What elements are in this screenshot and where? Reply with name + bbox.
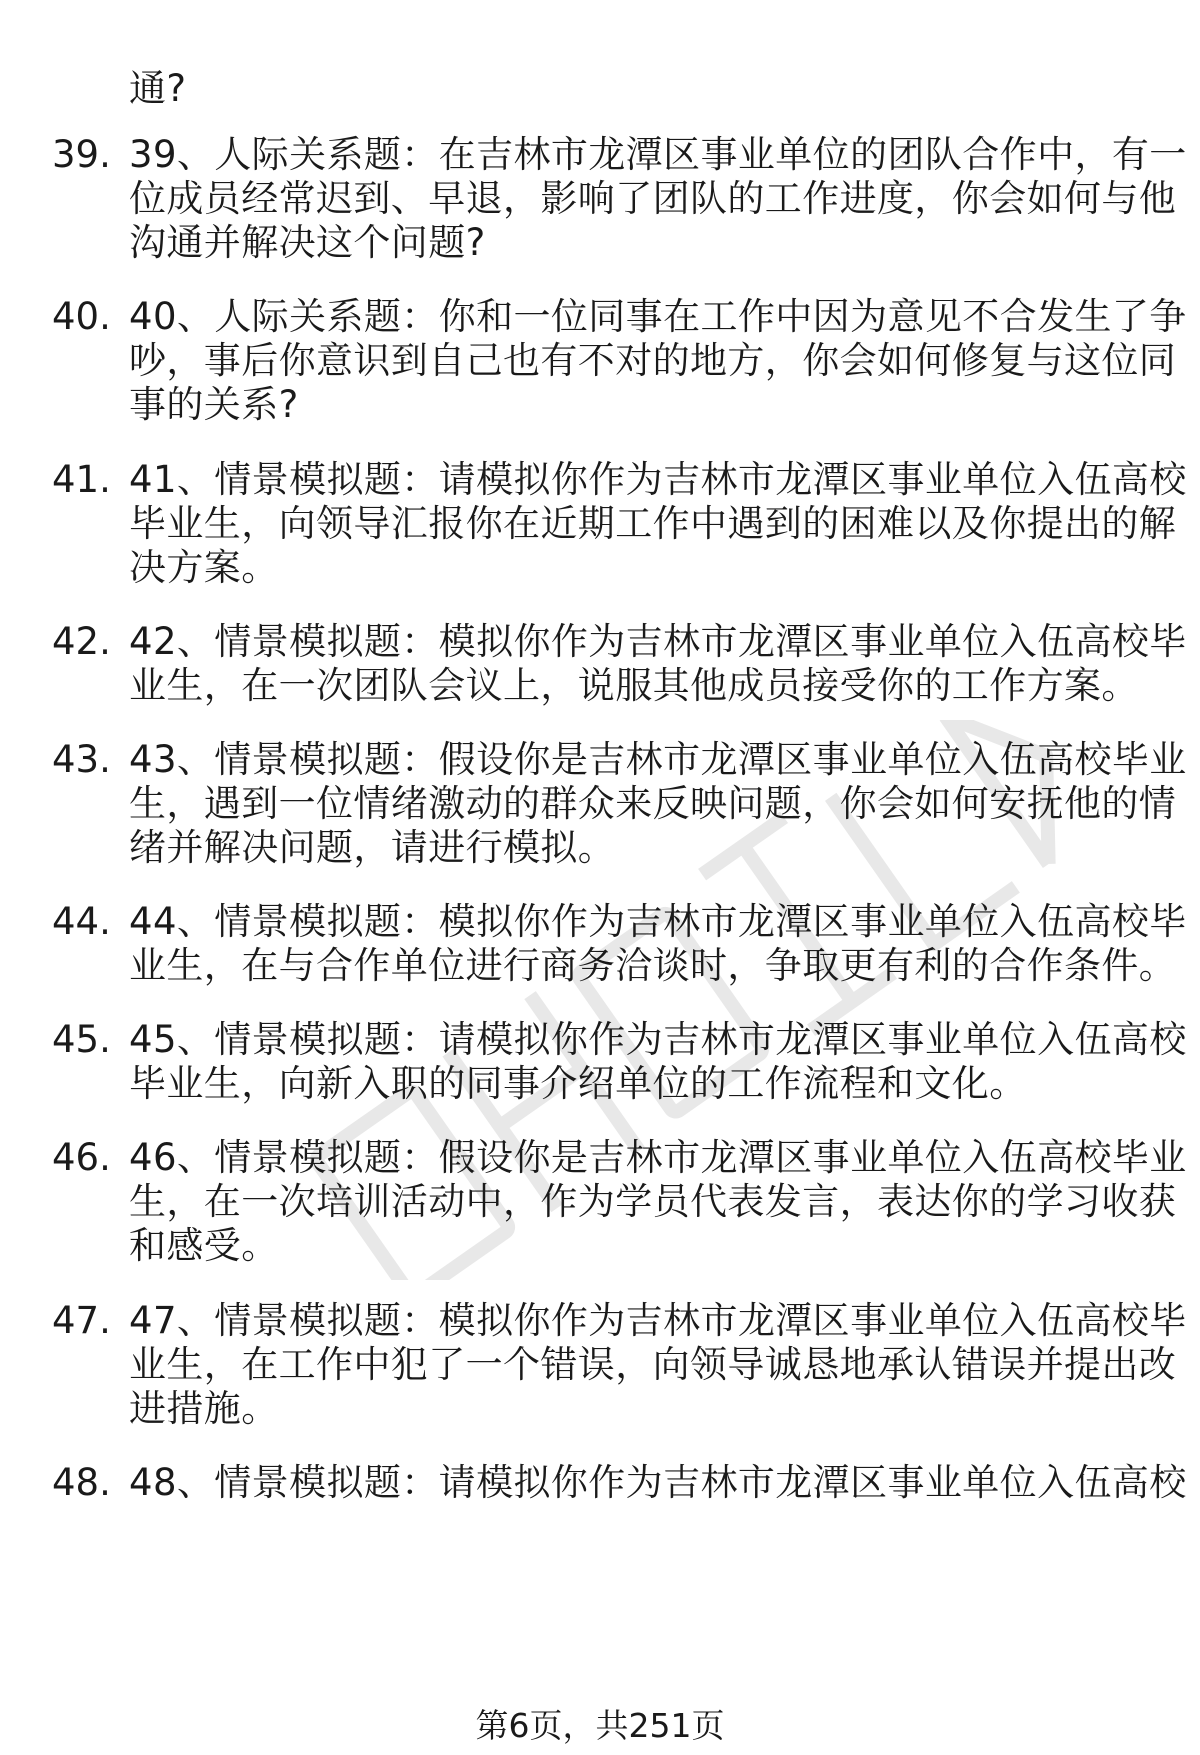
question-line: 决方案。 xyxy=(129,546,279,589)
question-line: 40、人际关系题：你和一位同事在工作中因为意见不合发生了争 xyxy=(129,295,1187,338)
question-line: 绪并解决问题，请进行模拟。 xyxy=(129,826,616,869)
question-line: 位成员经常迟到、早退，影响了团队的工作进度，你会如何与他 xyxy=(129,177,1177,220)
question-line: 39、人际关系题：在吉林市龙潭区事业单位的团队合作中，有一 xyxy=(129,133,1187,176)
question-line: 和感受。 xyxy=(129,1224,279,1267)
question-number: 47. xyxy=(52,1299,111,1342)
question-number: 39. xyxy=(52,133,111,176)
question-line: 41、情景模拟题：请模拟你作为吉林市龙潭区事业单位入伍高校 xyxy=(129,458,1187,501)
question-number: 41. xyxy=(52,458,111,501)
question-line: 47、情景模拟题：模拟你作为吉林市龙潭区事业单位入伍高校毕 xyxy=(129,1299,1187,1342)
question-line: 吵，事后你意识到自己也有不对的地方，你会如何修复与这位同 xyxy=(129,339,1177,382)
question-line: 沟通并解决这个问题? xyxy=(129,221,486,264)
question-line: 事的关系? xyxy=(129,383,299,426)
question-line: 进措施。 xyxy=(129,1387,279,1430)
question-number: 43. xyxy=(52,738,111,781)
question-number: 46. xyxy=(52,1136,111,1179)
question-line: 毕业生，向新入职的同事介绍单位的工作流程和文化。 xyxy=(129,1062,1027,1105)
question-number: 45. xyxy=(52,1018,111,1061)
question-line: 业生，在与合作单位进行商务洽谈时，争取更有利的合作条件。 xyxy=(129,944,1177,987)
question-number: 40. xyxy=(52,295,111,338)
question-line: 毕业生，向领导汇报你在近期工作中遇到的困难以及你提出的解 xyxy=(129,502,1177,545)
question-line: 业生，在工作中犯了一个错误，向领导诚恳地承认错误并提出改 xyxy=(129,1343,1177,1386)
question-number: 44. xyxy=(52,900,111,943)
question-line: 43、情景模拟题：假设你是吉林市龙潭区事业单位入伍高校毕业 xyxy=(129,738,1187,781)
page-footer: 第6页，共251页 xyxy=(475,1706,725,1745)
question-line: 生，遇到一位情绪激动的群众来反映问题，你会如何安抚他的情 xyxy=(129,782,1177,825)
question-line: 48、情景模拟题：请模拟你作为吉林市龙潭区事业单位入伍高校 xyxy=(129,1461,1187,1504)
continuation-text: 通? xyxy=(129,67,187,110)
question-line: 46、情景模拟题：假设你是吉林市龙潭区事业单位入伍高校毕业 xyxy=(129,1136,1187,1179)
question-line: 42、情景模拟题：模拟你作为吉林市龙潭区事业单位入伍高校毕 xyxy=(129,620,1187,663)
question-line: 44、情景模拟题：模拟你作为吉林市龙潭区事业单位入伍高校毕 xyxy=(129,900,1187,943)
question-number: 42. xyxy=(52,620,111,663)
question-line: 生，在一次培训活动中，作为学员代表发言，表达你的学习收获 xyxy=(129,1180,1177,1223)
question-line: 45、情景模拟题：请模拟你作为吉林市龙潭区事业单位入伍高校 xyxy=(129,1018,1187,1061)
question-number: 48. xyxy=(52,1461,111,1504)
question-line: 业生，在一次团队会议上，说服其他成员接受你的工作方案。 xyxy=(129,664,1139,707)
